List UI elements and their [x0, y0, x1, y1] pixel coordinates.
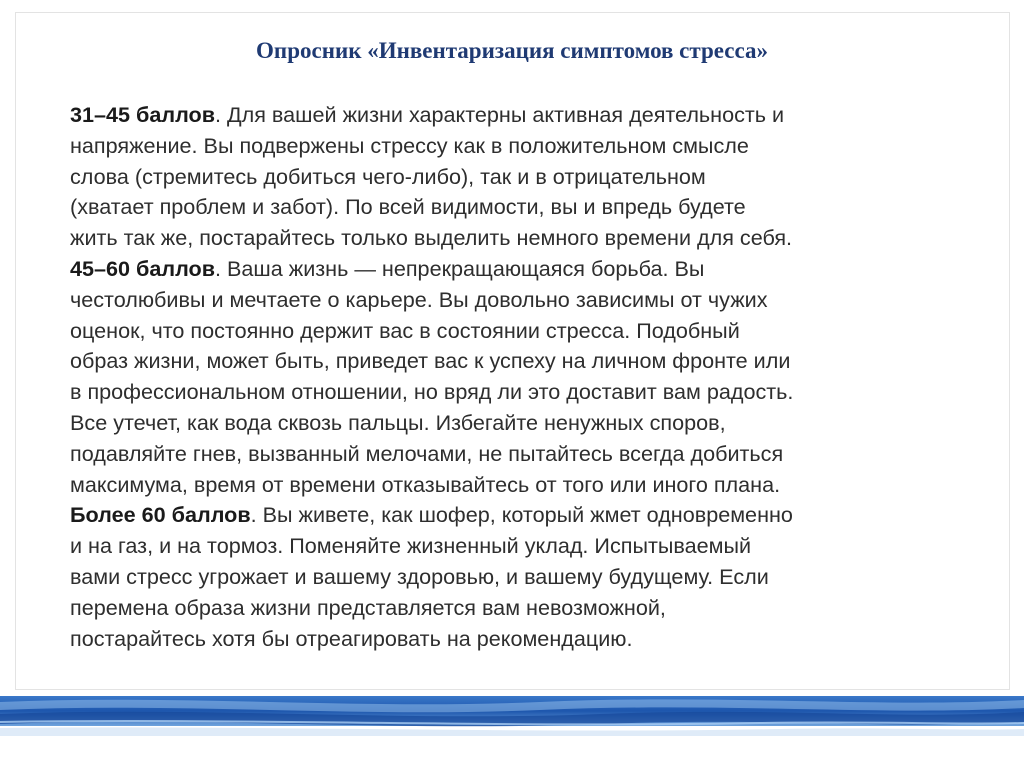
score-range-label: 45–60 баллов: [70, 255, 216, 281]
slide-body-text: [70, 100, 960, 654]
text-line: [70, 285, 960, 316]
line-text: максимума, время от времени отказывайтесь от того или иного плана.: [70, 471, 781, 497]
text-line: [70, 100, 960, 131]
slide-title: Опросник «Инвентаризация симптомов стресса»: [256, 38, 768, 63]
text-line: [70, 531, 960, 562]
decorative-wave-band: [0, 692, 1024, 752]
line-text: честолюбивы и мечтаете о карьере. Вы довольно зависимы от чужих: [70, 286, 768, 312]
text-line: [70, 500, 960, 531]
band-wave-fade: [0, 727, 1024, 736]
text-line: [70, 470, 960, 501]
line-text: напряжение. Вы подвержены стрессу как в положительном смысле: [70, 132, 749, 158]
text-line: [70, 562, 960, 593]
line-text: (хватает проблем и забот). По всей видимости, вы и впредь будете: [70, 194, 746, 220]
score-range-label: 31–45 баллов: [70, 102, 216, 127]
text-line: [70, 192, 960, 223]
line-text: постарайтесь хотя бы отреагировать на рекомендацию.: [70, 625, 633, 651]
text-line: [70, 316, 960, 347]
text-line: [70, 223, 960, 254]
score-range-label: Более 60 баллов: [70, 502, 251, 528]
line-text: жить так же, постарайтесь только выделить немного времени для себя.: [70, 225, 793, 251]
text-line: [70, 377, 960, 408]
text-line: [70, 346, 960, 377]
text-line: [70, 439, 960, 470]
text-line: [70, 624, 960, 655]
line-text: в профессиональном отношении, но вряд ли это доставит вам радость.: [70, 379, 794, 405]
line-text: . Ваша жизнь — непрекращающаяся борьба. Вы: [215, 255, 705, 281]
line-text: образ жизни, может быть, приведет вас к успеху на личном фронте или: [70, 348, 791, 374]
line-text: . Для вашей жизни характерны активная деятельность и: [215, 102, 785, 127]
text-line: [70, 408, 960, 439]
line-text: слова (стремитесь добиться чего-либо), так и в отрицательном: [70, 163, 706, 189]
line-text: перемена образа жизни представляется вам невозможной,: [70, 594, 666, 620]
line-text: вами стресс угрожает и вашему здоровью, и вашему будущему. Если: [70, 563, 769, 589]
line-text: и на газ, и на тормоз. Поменяйте жизненный уклад. Испытываемый: [70, 533, 752, 559]
text-line: [70, 162, 960, 193]
line-text: подавляйте гнев, вызванный мелочами, не пытайтесь всегда добиться: [70, 440, 784, 466]
text-line: [70, 254, 960, 285]
text-line: [70, 593, 960, 624]
text-line: [70, 131, 960, 162]
line-text: Все утечет, как вода сквозь пальцы. Избегайте ненужных споров,: [70, 409, 726, 435]
line-text: . Вы живете, как шофер, который жмет одновременно: [250, 502, 793, 528]
line-text: оценок, что постоянно держит вас в состоянии стресса. Подобный: [70, 317, 740, 343]
